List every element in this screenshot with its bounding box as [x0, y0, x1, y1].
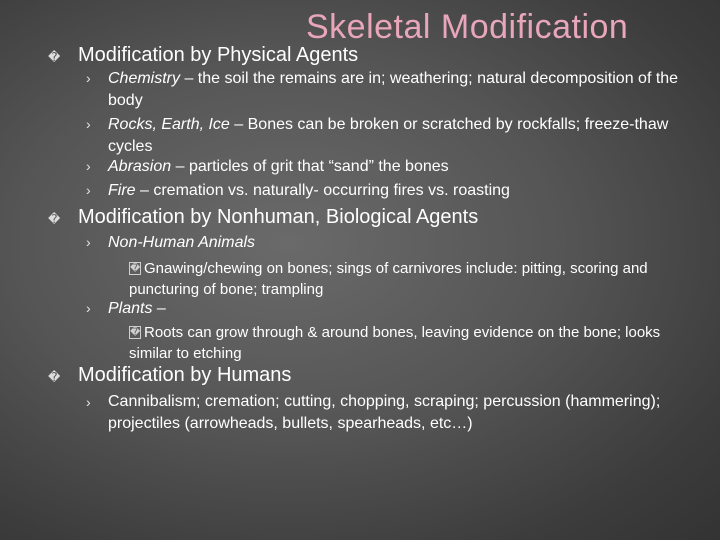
bullet-glyph: � [130, 263, 141, 274]
bullet-arrow: › [86, 116, 91, 132]
bullet-glyph: � [48, 370, 61, 384]
item-term: Abrasion [108, 158, 172, 175]
list-item [108, 232, 708, 254]
section-heading: Modification by Humans [78, 364, 292, 386]
bullet-arrow: › [86, 394, 91, 410]
list-item [108, 298, 708, 320]
sub-item-text: Gnawing/chewing on bones; sings of carnivores include: pitting, scoring and puncturing of bone; trampling [129, 260, 648, 298]
bullet-arrow: › [86, 70, 91, 86]
list-item [108, 391, 708, 435]
item-text: Cannibalism; cremation; cutting, chopping, scraping; percussion (hammering); projectiles (arrowheads, bullets, spearheads, etc…) [108, 393, 661, 432]
sub-item [129, 258, 689, 300]
bullet-glyph: � [130, 327, 141, 338]
section-heading: Modification by Physical Agents [78, 44, 359, 66]
bullet-arrow: › [86, 158, 91, 174]
item-term: Chemistry [108, 70, 181, 87]
bullet-arrow: › [86, 182, 91, 198]
sub-item [129, 322, 689, 364]
list-item [108, 180, 708, 202]
item-text: – the soil the remains are in; weathering; natural decomposition of the body [108, 70, 679, 109]
bullet-arrow: › [86, 234, 91, 250]
item-term: Rocks, Earth, Ice [108, 116, 230, 133]
list-item [108, 114, 708, 158]
bullet-glyph: � [48, 50, 61, 64]
item-term: Non-Human Animals [108, 234, 256, 251]
item-text: – particles of grit that “sand” the bones [171, 158, 449, 175]
item-text: – [152, 300, 166, 317]
item-term: Fire [108, 182, 136, 199]
bullet-arrow: › [86, 300, 91, 316]
bullet-glyph: � [48, 212, 61, 226]
list-item [108, 156, 708, 178]
item-term: Plants [108, 300, 153, 317]
item-text: – cremation vs. naturally- occurring fires vs. roasting [135, 182, 510, 199]
item-text: – Bones can be broken or scratched by rockfalls; freeze-thaw cycles [108, 116, 669, 155]
sub-item-text: Roots can grow through & around bones, leaving evidence on the bone; looks similar to etching [129, 324, 661, 362]
list-item [108, 68, 708, 112]
section-heading: Modification by Nonhuman, Biological Agents [78, 206, 479, 228]
slide-title: Skeletal Modification [306, 8, 629, 46]
